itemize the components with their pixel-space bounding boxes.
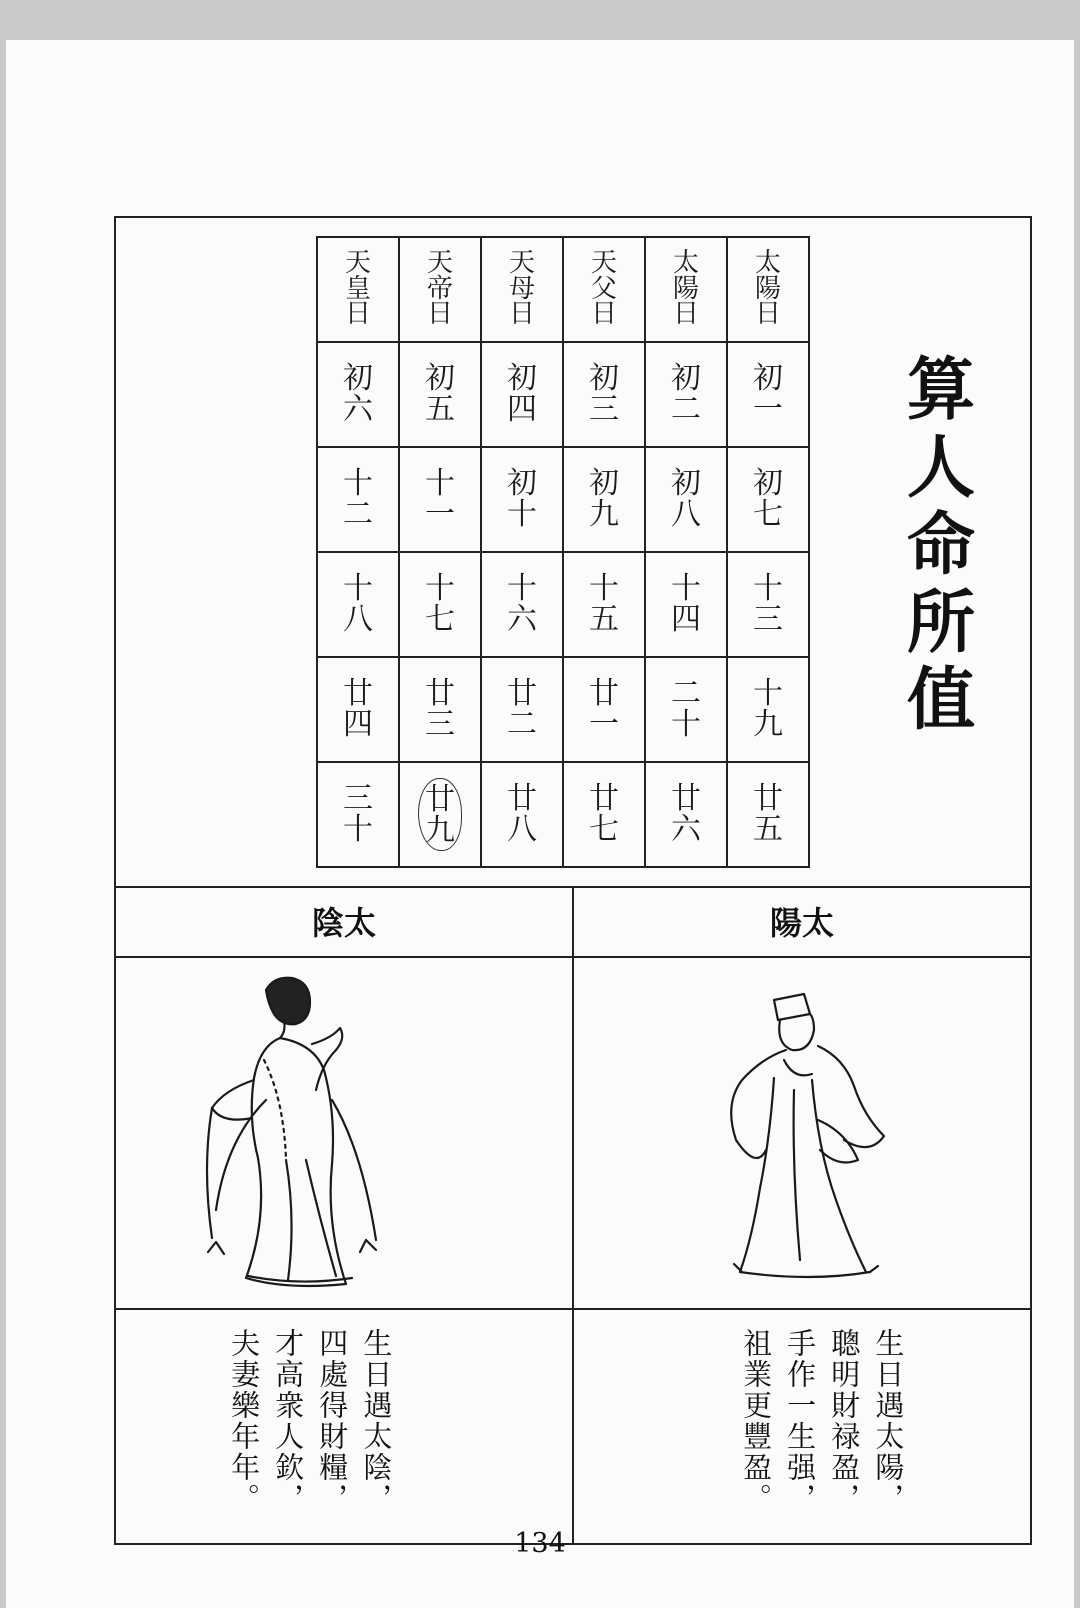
table-header-cell: 天父日 xyxy=(563,237,645,342)
table-cell: 初十 xyxy=(481,447,563,552)
table-cell: 廿一 xyxy=(563,657,645,762)
page-frame xyxy=(114,216,1032,1545)
table-row xyxy=(317,447,809,552)
table-header-cell: 太陽日 xyxy=(645,237,727,342)
table-row xyxy=(317,342,809,447)
table-cell: 廿八 xyxy=(481,762,563,867)
table-section xyxy=(116,218,1030,888)
panel-taiyang xyxy=(574,888,1030,1543)
table-row xyxy=(317,657,809,762)
day-table xyxy=(316,236,810,868)
table-cell: 初九 xyxy=(563,447,645,552)
table-cell-circled xyxy=(399,762,481,867)
page-number: 134 xyxy=(514,1528,566,1559)
panel-heading: 陰太 xyxy=(116,888,572,958)
table-cell: 十七 xyxy=(399,552,481,657)
table-cell: 三十 xyxy=(317,762,399,867)
table-cell: 十九 xyxy=(727,657,809,762)
table-header-cell: 天母日 xyxy=(481,237,563,342)
poem-line: 手作一生强， xyxy=(783,1328,818,1514)
table-cell: 初三 xyxy=(563,342,645,447)
poem-line: 生日遇太陰， xyxy=(359,1328,394,1514)
table-cell: 廿二 xyxy=(481,657,563,762)
table-cell: 初二 xyxy=(645,342,727,447)
table-header-cell: 天皇日 xyxy=(317,237,399,342)
table-cell: 十二 xyxy=(317,447,399,552)
deity-panels xyxy=(116,888,1030,1543)
table-cell: 初一 xyxy=(727,342,809,447)
poem-line: 聰明財禄盈， xyxy=(827,1328,862,1514)
table-cell: 廿六 xyxy=(645,762,727,867)
panel-taiyin xyxy=(116,888,574,1543)
table-header-row xyxy=(317,237,809,342)
table-row xyxy=(317,762,809,867)
table-header-cell: 天帝日 xyxy=(399,237,481,342)
table-row xyxy=(317,552,809,657)
table-cell: 十六 xyxy=(481,552,563,657)
table-cell: 十五 xyxy=(563,552,645,657)
taiyang-illustration xyxy=(574,960,1030,1310)
page-title: 算人命所值 xyxy=(906,351,975,741)
poem-line: 祖業更豐盈。 xyxy=(739,1328,774,1514)
poem-text xyxy=(222,1328,398,1528)
table-cell: 二十 xyxy=(645,657,727,762)
poem-line: 生日遇太陽， xyxy=(871,1328,906,1514)
table-cell: 廿五 xyxy=(727,762,809,867)
table-cell: 廿七 xyxy=(563,762,645,867)
poem-line: 夫妻樂年年。 xyxy=(227,1328,262,1514)
hand-drawn-circle: 廿九 xyxy=(418,778,462,851)
table-cell: 廿三 xyxy=(399,657,481,762)
table-cell: 初七 xyxy=(727,447,809,552)
poem-line: 才高衆人欽， xyxy=(271,1328,306,1514)
man-figure-drawing xyxy=(574,960,1030,1306)
table-cell: 十三 xyxy=(727,552,809,657)
table-header-cell: 太陽日 xyxy=(727,237,809,342)
table-cell: 初八 xyxy=(645,447,727,552)
table-cell: 廿四 xyxy=(317,657,399,762)
taiyin-illustration xyxy=(116,960,572,1310)
book-page xyxy=(6,40,1074,1608)
poem-line: 四處得財糧， xyxy=(315,1328,350,1514)
table-cell: 初五 xyxy=(399,342,481,447)
table-cell: 十八 xyxy=(317,552,399,657)
panel-heading: 陽太 xyxy=(574,888,1030,958)
table-cell: 初六 xyxy=(317,342,399,447)
poem-text xyxy=(734,1328,910,1528)
table-cell: 十一 xyxy=(399,447,481,552)
table-cell: 初四 xyxy=(481,342,563,447)
table-cell: 十四 xyxy=(645,552,727,657)
woman-figure-drawing xyxy=(116,960,572,1306)
